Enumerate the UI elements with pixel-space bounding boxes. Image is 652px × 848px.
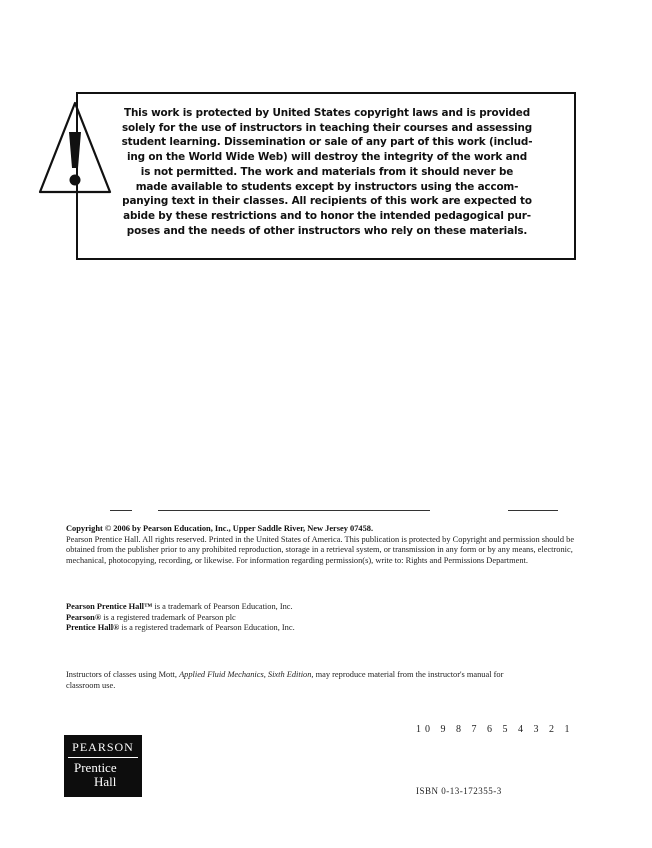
copyright-heading: Copyright © 2006 by Pearson Education, Inc., Upper Saddle River, New Jersey 07458. bbox=[66, 524, 374, 533]
warning-line: made available to students except by instructors using the accom- bbox=[135, 180, 519, 193]
divider-rule bbox=[110, 510, 132, 511]
instructors-note: Instructors of classes using Mott, Applied Fluid Mechanics, Sixth Edition, may reproduce material from the instructor's manual for classroom use. bbox=[66, 670, 504, 690]
book-title: Applied Fluid Mechanics, Sixth Edition, bbox=[179, 670, 314, 679]
copyright-warning-text bbox=[104, 106, 550, 238]
warning-line: panying text in their classes. All recipients of this work are expected to bbox=[122, 195, 532, 208]
warning-line: abide by these restrictions and to honor the intended pedagogical pur- bbox=[123, 209, 531, 222]
trademark-line: Pearson Prentice Hall™ is a trademark of Pearson Education, Inc. bbox=[66, 602, 293, 611]
warning-line: solely for the use of instructors in teaching their courses and assessing bbox=[121, 121, 533, 134]
trademark-line: Prentice Hall® is a registered trademark of Pearson Education, Inc. bbox=[66, 623, 295, 633]
warning-line: student learning. Dissemination or sale of any part of this work (includ- bbox=[121, 136, 533, 149]
pearson-prentice-hall-logo bbox=[64, 735, 142, 797]
print-line-numbers: 10 9 8 7 6 5 4 3 2 1 bbox=[416, 724, 574, 735]
divider-rule bbox=[158, 510, 430, 511]
warning-line: poses and the needs of other instructors who rely on these materials. bbox=[126, 224, 528, 237]
logo-pearson-text: PEARSON bbox=[72, 740, 134, 754]
copyright-body: Pearson Prentice Hall. All rights reserved. Printed in the United States of America. This publication is protected by Copyright and permission should be obtained from the publisher prior to any prohibited reproduction, storage in a retrieval system, or transmission in any form or by any means, electronic, mechanical, photocopying, recording, or likewise. For information regarding permission(s), write to: Rights and Permissions Department. bbox=[66, 534, 575, 565]
copyright-block bbox=[66, 524, 576, 566]
warning-line: ing on the World Wide Web) will destroy the integrity of the work and bbox=[126, 151, 528, 164]
isbn: ISBN 0-13-172355-3 bbox=[416, 786, 502, 796]
warning-line: is not permitted. The work and materials from it should never be bbox=[140, 165, 514, 178]
warning-line: This work is protected by United States copyright laws and is provided bbox=[124, 107, 530, 119]
divider-rule bbox=[508, 510, 558, 511]
logo-prentice-text: Prentice bbox=[74, 760, 117, 775]
trademark-line: Pearson® is a registered trademark of Pearson plc bbox=[66, 612, 236, 622]
logo-hall-text: Hall bbox=[94, 774, 117, 789]
trademark-block bbox=[66, 602, 576, 634]
